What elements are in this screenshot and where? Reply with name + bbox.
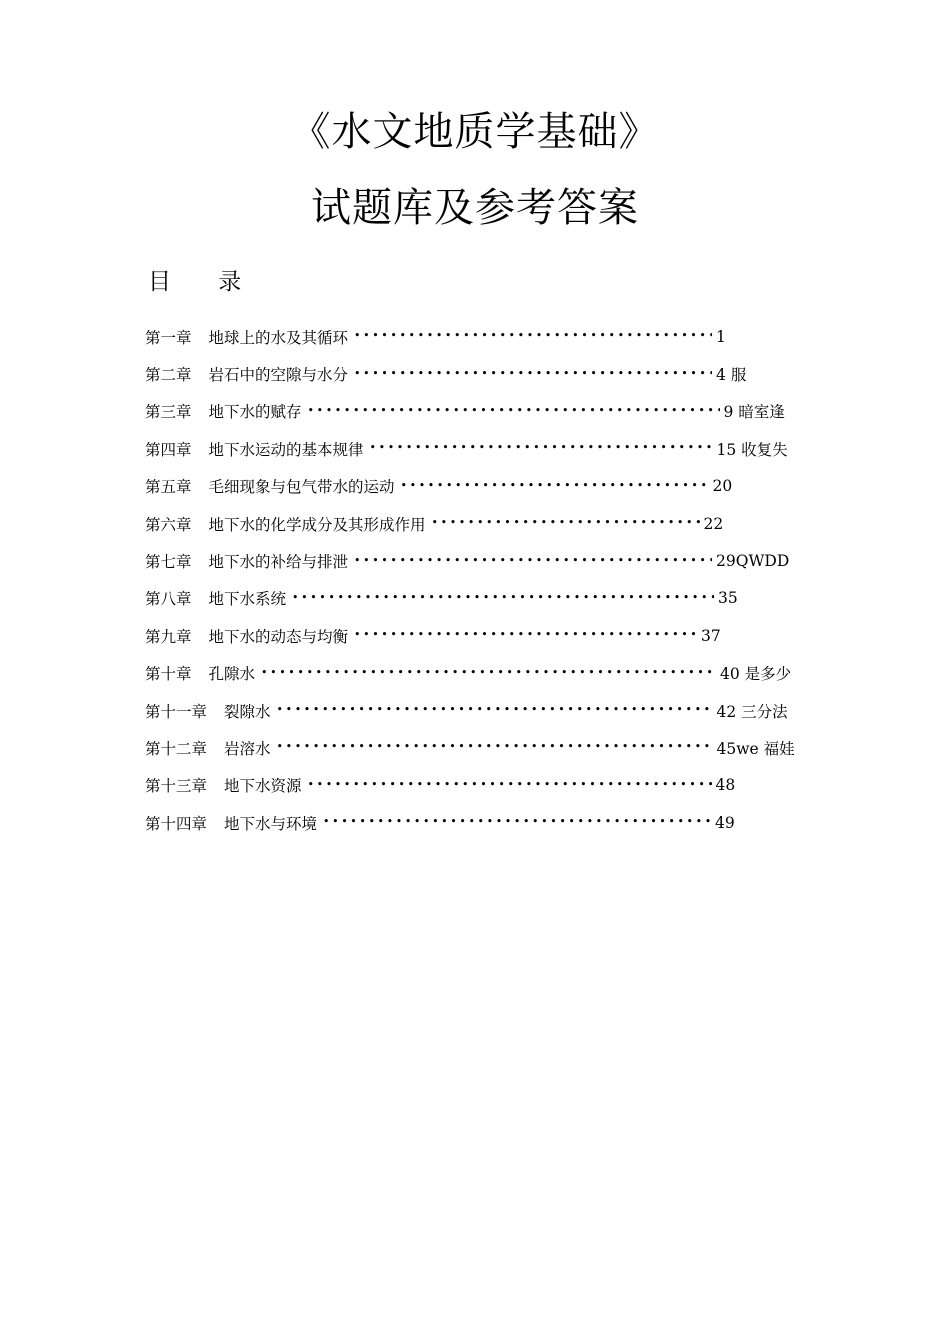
toc-chapter-title: 岩石中的空隙与水分 (208, 366, 349, 385)
toc-page-number: 4 服 (716, 366, 747, 385)
toc-page-number: 9 暗室逢 (723, 403, 785, 422)
toc-dot-leader (401, 479, 709, 492)
toc-chapter-title: 地下水资源 (224, 777, 302, 796)
toc-entry-2[interactable] (145, 355, 825, 392)
toc-chapter-title: 孔隙水 (208, 665, 256, 684)
toc-entry-4[interactable] (145, 430, 825, 467)
toc-entry-1[interactable] (145, 318, 825, 355)
toc-chapter-title: 岩溶水 (224, 739, 271, 758)
document-title: 《水文地质学基础》 (290, 109, 660, 155)
toc-entry-14[interactable] (145, 804, 825, 841)
toc-chapter-number: 第九章 (145, 627, 192, 646)
toc-entry-3[interactable] (145, 393, 825, 430)
toc-entry-5[interactable] (145, 468, 825, 505)
toc-chapter-number: 第一章 (145, 328, 192, 347)
toc-page-number: 49 (715, 813, 735, 832)
toc-dot-leader (277, 703, 713, 716)
toc-page-number: 42 三分法 (716, 702, 788, 721)
toc-dot-leader (261, 666, 716, 679)
toc-dot-leader (354, 628, 697, 641)
toc-page-number: 29QWDD (716, 552, 790, 571)
toc-chapter-number: 第六章 (145, 515, 192, 534)
toc-chapter-title: 毛细现象与包气带水的运动 (208, 478, 395, 497)
toc-dot-leader (354, 329, 712, 342)
toc-chapter-title: 地下水的补给与排泄 (208, 553, 349, 572)
toc-page-number: 48 (715, 776, 736, 795)
toc-page-number: 37 (701, 626, 721, 645)
toc-chapter-number: 第五章 (145, 478, 192, 497)
toc-page-number: 22 (703, 514, 724, 533)
toc-chapter-number: 第十四章 (145, 814, 208, 833)
toc-entry-6[interactable] (145, 505, 825, 542)
toc-dot-leader (354, 367, 712, 380)
toc-entry-7[interactable] (145, 542, 825, 579)
toc-chapter-number: 第十章 (145, 665, 192, 684)
toc-entry-9[interactable] (145, 617, 825, 654)
toc-page-number: 20 (712, 477, 733, 496)
toc-chapter-title: 裂隙水 (224, 702, 271, 721)
table-of-contents (145, 318, 825, 841)
toc-chapter-title: 地下水的赋存 (208, 403, 302, 422)
toc-chapter-number: 第三章 (145, 403, 192, 422)
toc-entry-12[interactable] (145, 729, 825, 766)
toc-chapter-number: 第十三章 (145, 777, 208, 796)
toc-dot-leader (277, 740, 713, 753)
toc-chapter-title: 地球上的水及其循环 (208, 328, 349, 347)
toc-chapter-title: 地下水与环境 (224, 814, 318, 833)
toc-entry-10[interactable] (145, 655, 825, 692)
toc-chapter-title: 地下水运动的基本规律 (208, 440, 364, 459)
toc-chapter-number: 第二章 (145, 366, 192, 385)
document-subtitle: 试题库及参考答案 (311, 185, 639, 231)
toc-page-number: 35 (718, 589, 738, 608)
toc-dot-leader (292, 591, 714, 604)
toc-dot-leader (308, 404, 720, 417)
toc-chapter-number: 第十二章 (145, 739, 208, 758)
toc-page-number: 15 收复失 (716, 440, 788, 459)
toc-chapter-number: 第四章 (145, 440, 192, 459)
toc-page-number: 1 (716, 327, 726, 346)
toc-entry-11[interactable] (145, 692, 825, 729)
toc-chapter-title: 地下水系统 (208, 590, 287, 609)
toc-chapter-number: 第七章 (145, 553, 192, 572)
toc-dot-leader (308, 778, 712, 791)
toc-dot-leader (323, 815, 711, 828)
toc-chapter-number: 第十一章 (145, 702, 208, 721)
toc-chapter-number: 第八章 (145, 590, 192, 609)
toc-chapter-title: 地下水的化学成分及其形成作用 (208, 515, 426, 534)
toc-chapter-title: 地下水的动态与均衡 (208, 627, 349, 646)
toc-page-number: 40 是多少 (720, 665, 792, 684)
toc-dot-leader (354, 554, 712, 567)
toc-page-number: 45we 福娃 (716, 739, 795, 758)
toc-dot-leader (370, 441, 713, 454)
toc-heading: 目 录 (148, 269, 262, 295)
toc-entry-13[interactable] (145, 767, 825, 804)
toc-entry-8[interactable] (145, 580, 825, 617)
toc-dot-leader (432, 516, 700, 529)
